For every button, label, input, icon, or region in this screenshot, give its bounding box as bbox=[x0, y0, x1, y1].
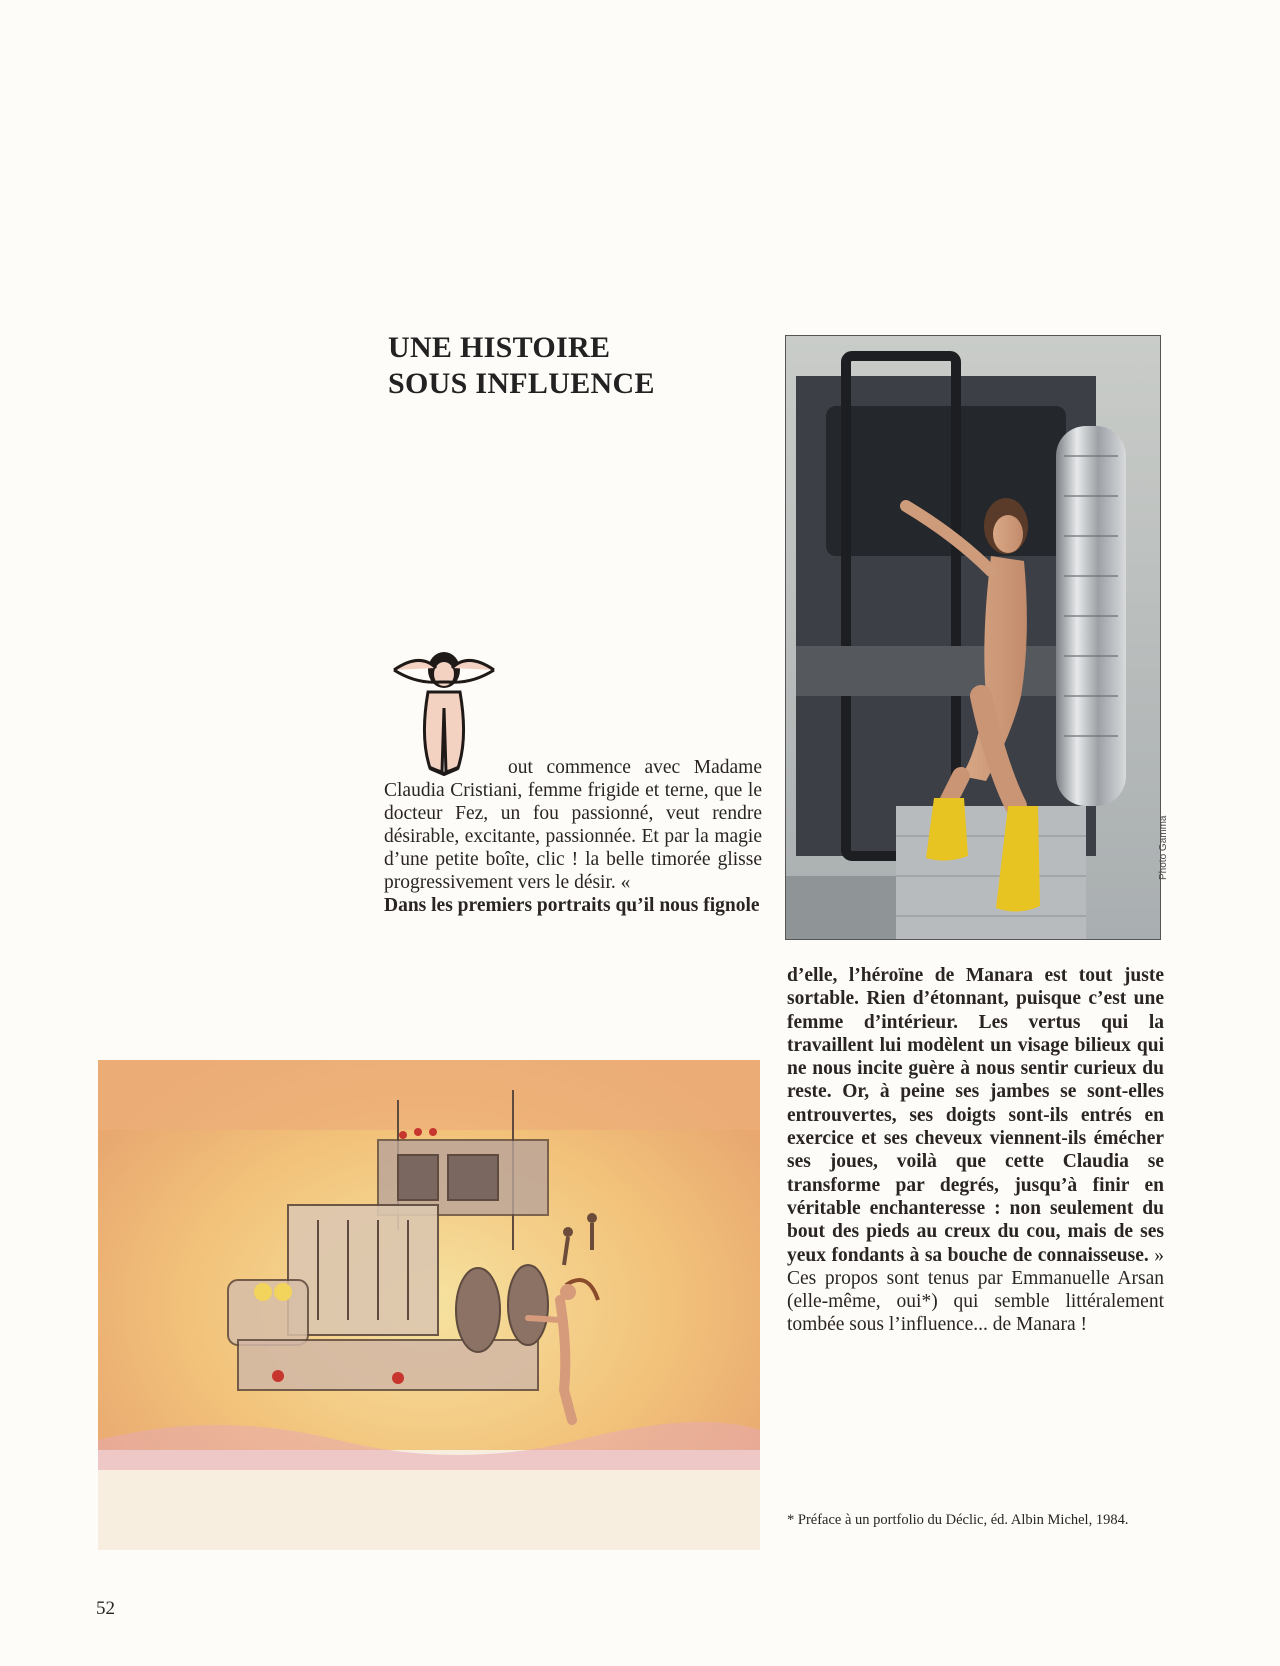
photo-credit: Photo Gamma bbox=[1158, 815, 1169, 880]
truck-photo bbox=[785, 335, 1161, 940]
article-headline bbox=[388, 330, 748, 402]
page-number: 52 bbox=[96, 1598, 115, 1619]
truck-illustration bbox=[98, 1060, 760, 1550]
right-column-regular-text: » Ces propos sont tenus par Emmanuelle Arsan (elle-même, oui*) qui semble littéralement tombée sous l’influence... de Manara ! bbox=[787, 1244, 1164, 1336]
footnote: * Préface à un portfolio du Déclic, éd. Albin Michel, 1984. bbox=[787, 1512, 1129, 1528]
left-column-regular-text: out commence avec Madame Claudia Cristiani, femme frigide et terne, que le docteur Fez, un fou passionné, veut rendre désirable, excitante, passionnée. Et par la magie d’une petite boîte, clic ! la belle timorée glisse progressivement vers le désir. « bbox=[384, 757, 762, 893]
right-column-bold-text: d’elle, l’héroïne de Manara est tout juste sortable. Rien d’étonnant, puisque c’est une femme d’intérieur. Les vertus qui la travaillent lui modèlent un visage bilieux qui ne nous incite guère à nous sentir curieux du reste. Or, à peine ses jambes se sont-elles entrouvertes, ses doigts sont-ils entrés en exercice et ses cheveux viennent-ils émécher ses joues, voilà que cette Claudia se transforme par degrés, jusqu’à finir en véritable enchanteresse : non seulement du bout des pieds au creux du cou, mais de ses yeux fondants à sa bouche de connaisseuse. bbox=[787, 965, 1164, 1266]
left-column-bold-text: Dans les premiers portraits qu’il nous fignole bbox=[384, 895, 760, 916]
article-text-right-column bbox=[787, 964, 1164, 1337]
article-text-left-column bbox=[384, 756, 762, 917]
headline-line-2: SOUS INFLUENCE bbox=[388, 367, 655, 400]
headline-line-1: UNE HISTOIRE bbox=[388, 331, 611, 364]
